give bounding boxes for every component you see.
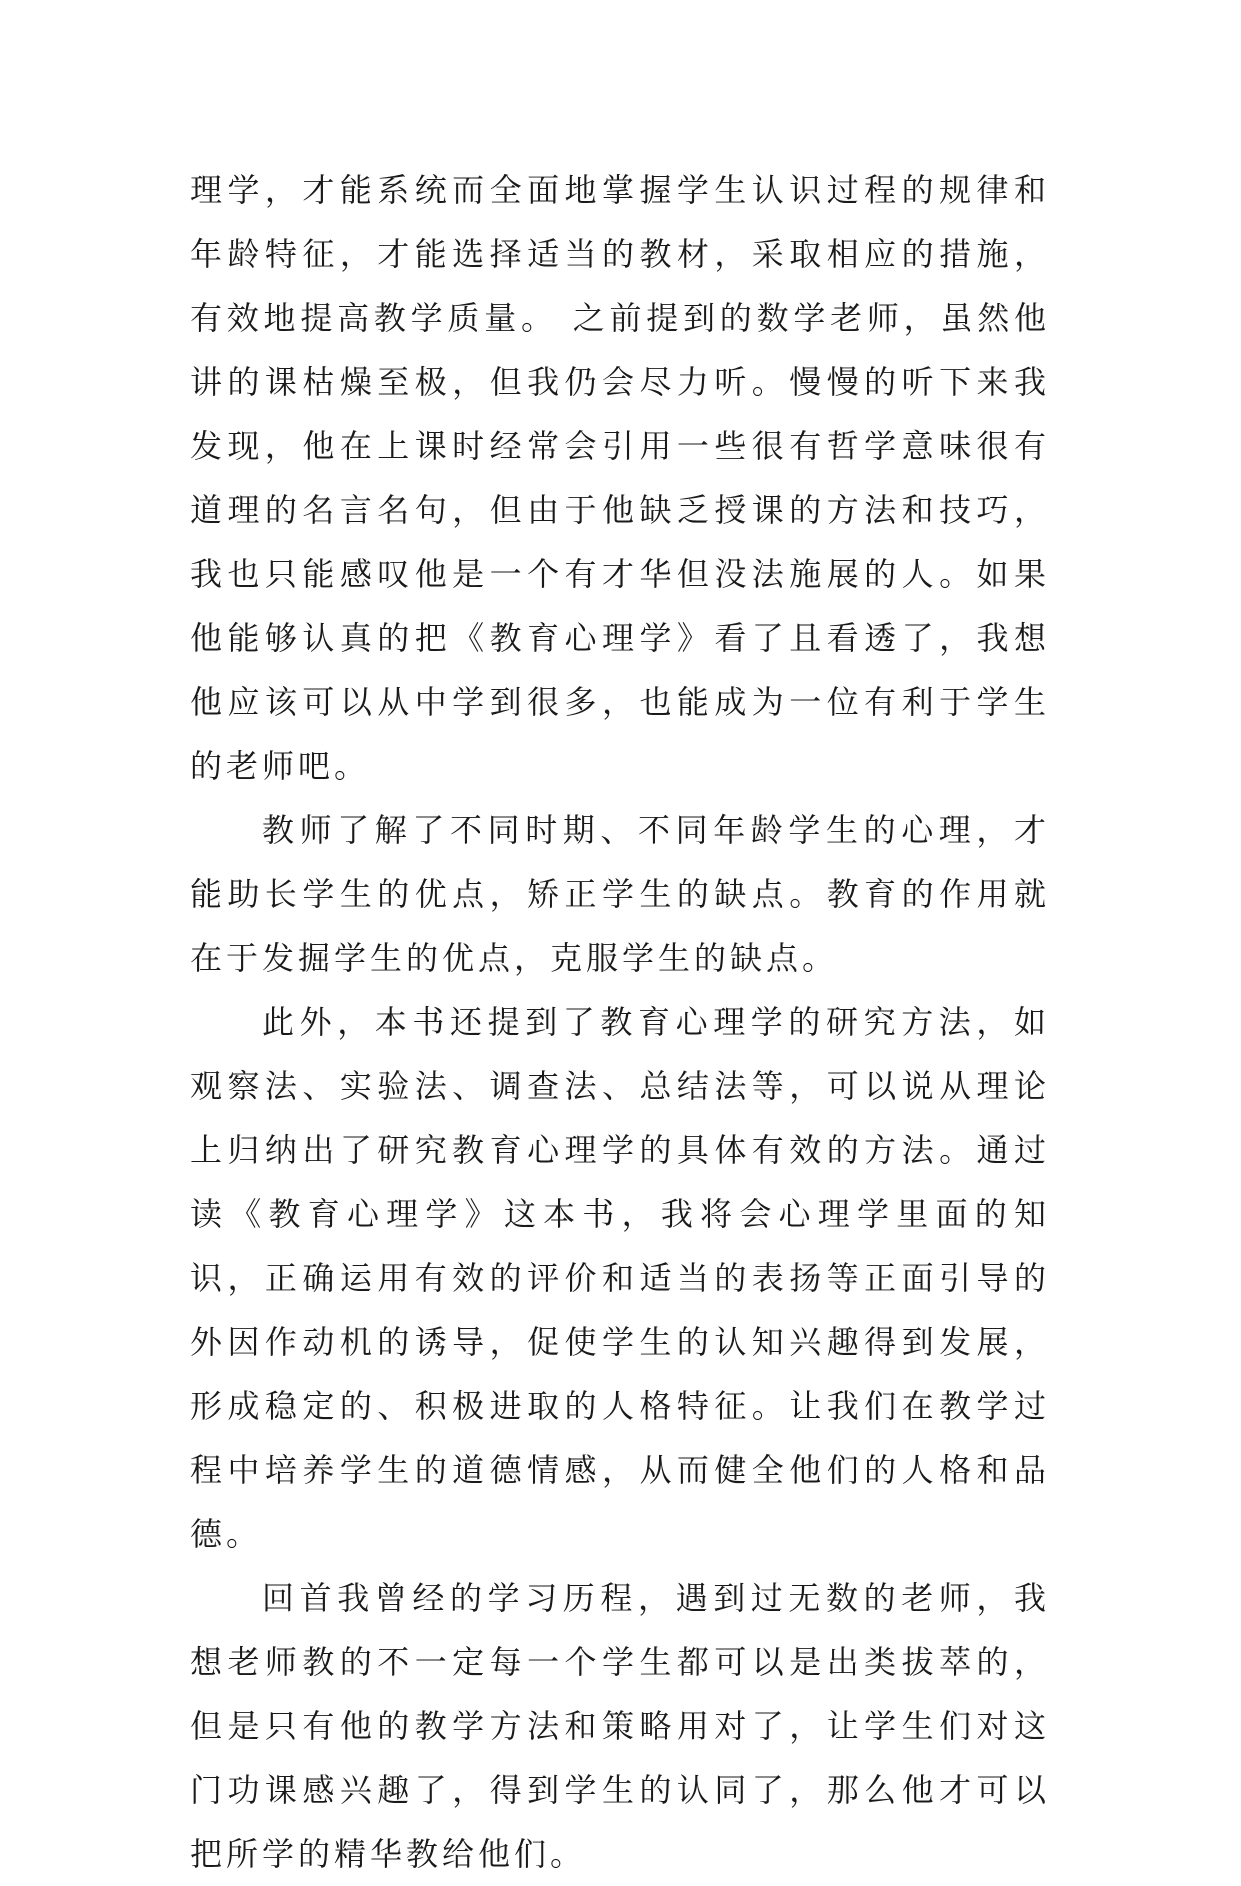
paragraph-1: 理学，才能系统而全面地掌握学生认识过程的规律和年龄特征，才能选择适当的教材，采取相应的措施，有效地提高教学质量。 之前提到的数学老师，虽然他讲的课枯燥至极，但我仍会尽力听。慢慢的听下来我发现，他在上课时经常会引用一些很有哲学意味很有道理的名言名句，但由于他缺乏授课的方法和技巧，我也只能感叹他是一个有才华但没法施展的人。如果他能够认真的把《教育心理学》看了且看透了，我想他应该可以从中学到很多，也能成为一位有利于学生的老师吧。 [190,171,1050,785]
paragraph-2: 教师了解了不同时期、不同年龄学生的心理，才能助长学生的优点，矫正学生的缺点。教育的作用就在于发掘学生的优点，克服学生的缺点。 [190,811,1050,977]
paragraph-4: 回首我曾经的学习历程，遇到过无数的老师，我想老师教的不一定每一个学生都可以是出类拔萃的，但是只有他的教学方法和策略用对了，让学生们对这门功课感兴趣了，得到学生的认同了，那么他才可以把所学的精华教给他们。 [190,1579,1050,1873]
paragraph-3: 此外，本书还提到了教育心理学的研究方法，如观察法、实验法、调查法、总结法等，可以说从理论上归纳出了研究教育心理学的具体有效的方法。通过读《教育心理学》这本书，我将会心理学里面的知识，正确运用有效的评价和适当的表扬等正面引导的外因作动机的诱导，促使学生的认知兴趣得到发展，形成稳定的、积极进取的人格特征。让我们在教学过程中培养学生的道德情感，从而健全他们的人格和品德。 [190,1003,1050,1553]
document-body [190,158,1050,1886]
